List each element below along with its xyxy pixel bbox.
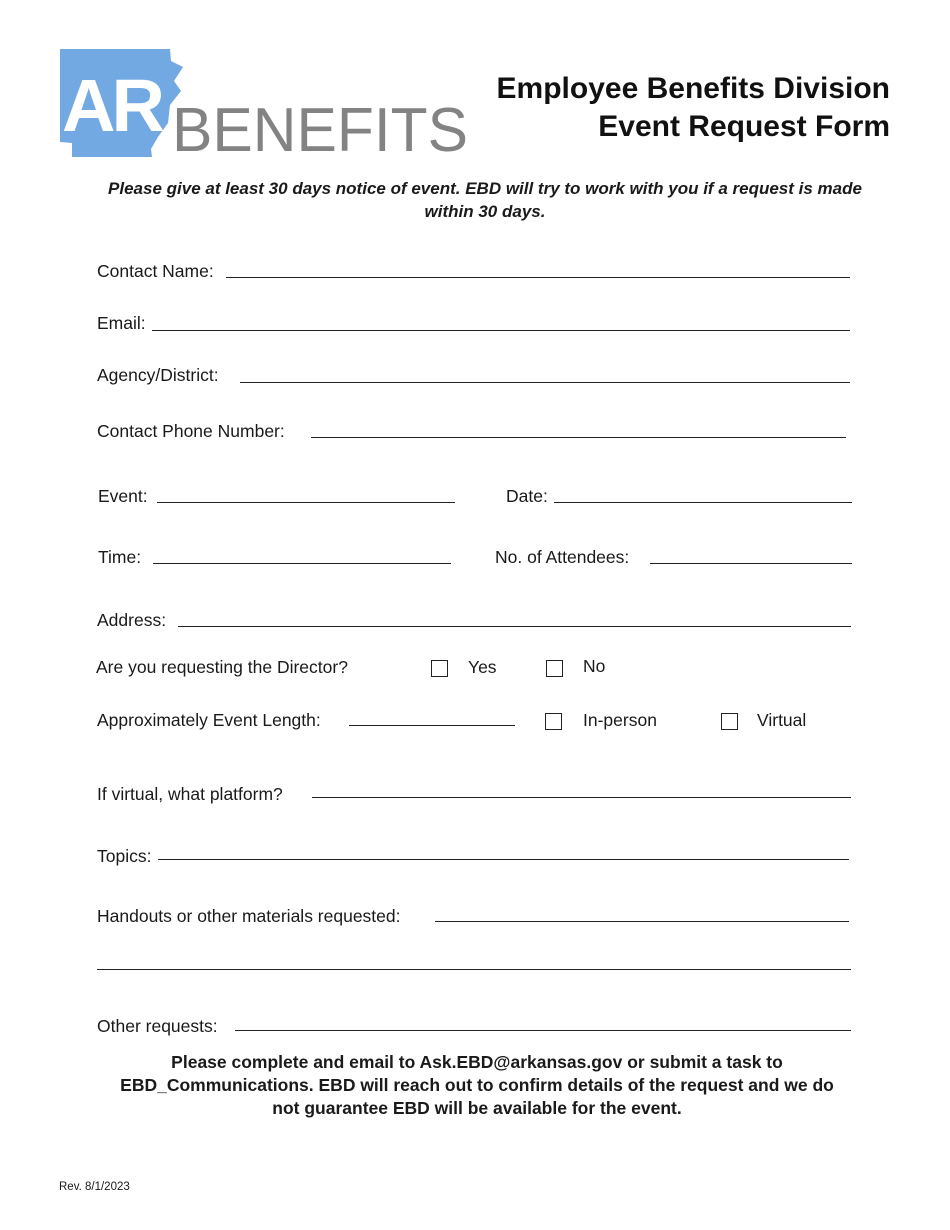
form-title — [497, 70, 890, 146]
logo-mark-text: AR — [62, 64, 161, 147]
notice-text: Please give at least 30 days notice of event. EBD will try to work with you if a request is made within 30 days. — [108, 179, 862, 221]
contact-phone-label: Contact Phone Number: — [97, 421, 285, 441]
topics-label: Topics: — [97, 846, 152, 866]
date-label: Date: — [506, 486, 548, 506]
contact-name-label: Contact Name: — [97, 261, 214, 281]
event-length-field[interactable] — [349, 725, 515, 726]
topics-field[interactable] — [158, 859, 849, 860]
other-requests-label: Other requests: — [97, 1016, 218, 1036]
handouts-field[interactable] — [435, 921, 849, 922]
ar-benefits-logo — [58, 47, 470, 159]
platform-label: If virtual, what platform? — [97, 784, 283, 804]
in-person-checkbox[interactable] — [545, 713, 562, 730]
event-field[interactable] — [157, 502, 455, 503]
title-line-1: Employee Benefits Division — [496, 72, 890, 105]
other-requests-field[interactable] — [235, 1030, 851, 1031]
director-yes-label: Yes — [468, 657, 497, 677]
address-field[interactable] — [178, 626, 851, 627]
event-length-label: Approximately Event Length: — [97, 710, 321, 730]
handouts-field-continued[interactable] — [97, 969, 851, 970]
director-yes-checkbox[interactable] — [431, 660, 448, 677]
director-question-label: Are you requesting the Director? — [96, 657, 348, 677]
logo-wordmark: BENEFITS — [172, 96, 468, 159]
address-label: Address: — [97, 610, 167, 630]
email-label: Email: — [97, 313, 146, 333]
title-line-2: Event Request Form — [598, 110, 890, 143]
date-field[interactable] — [554, 502, 852, 503]
revision-date: Rev. 8/1/2023 — [59, 1181, 130, 1193]
contact-name-field[interactable] — [226, 277, 850, 278]
attendees-label: No. of Attendees: — [495, 547, 630, 567]
event-label: Event: — [98, 486, 148, 506]
contact-phone-field[interactable] — [311, 437, 846, 438]
agency-district-label: Agency/District: — [97, 365, 219, 385]
virtual-checkbox[interactable] — [721, 713, 738, 730]
agency-district-field[interactable] — [240, 382, 850, 383]
arkansas-state-logo-icon — [58, 47, 470, 159]
virtual-label: Virtual — [757, 710, 807, 730]
handouts-label: Handouts or other materials requested: — [97, 906, 401, 926]
director-no-checkbox[interactable] — [546, 660, 563, 677]
platform-field[interactable] — [312, 797, 851, 798]
footer-instructions: Please complete and email to Ask.EBD@arkansas.gov or submit a task to EBD_Communications. EBD will reach out to confirm details of the request and we do not guarantee EBD will be available for the event. — [120, 1052, 834, 1118]
in-person-label: In-person — [583, 710, 657, 730]
email-field[interactable] — [152, 330, 850, 331]
time-label: Time: — [98, 547, 142, 567]
attendees-field[interactable] — [650, 563, 852, 564]
director-no-label: No — [583, 656, 606, 676]
time-field[interactable] — [153, 563, 451, 564]
